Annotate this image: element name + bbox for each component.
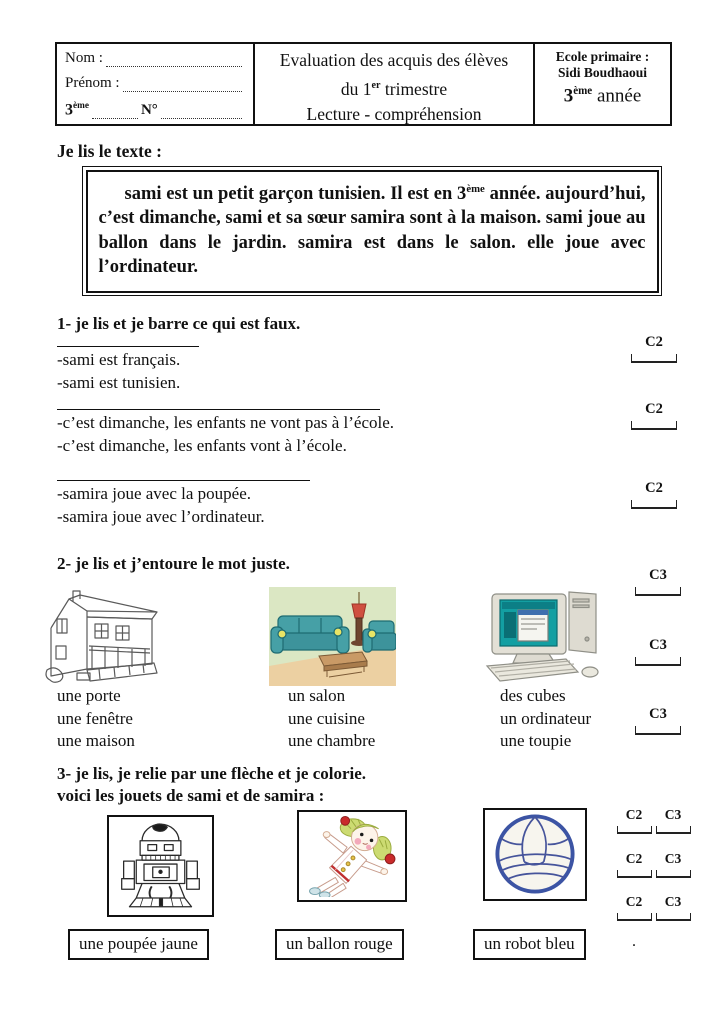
exercise1-sentence: -sami est français. bbox=[57, 350, 181, 369]
competence-badge-c3: C3 bbox=[651, 894, 695, 921]
header-student-cell bbox=[57, 44, 253, 124]
school-line-1: Ecole primaire : bbox=[555, 49, 650, 64]
number-dotted-line bbox=[161, 115, 242, 119]
badge-bracket bbox=[617, 913, 652, 921]
exercise1-sentence: -samira joue avec la poupée. bbox=[57, 484, 251, 503]
firstname-dotted-line bbox=[123, 88, 242, 92]
robot-drawing bbox=[107, 815, 214, 917]
competence-badge-c2: C2 bbox=[612, 851, 656, 878]
header-title-cell bbox=[253, 44, 533, 124]
ball-drawing bbox=[483, 808, 587, 901]
exercise1-sentence: -samira joue avec l’ordinateur. bbox=[57, 507, 265, 526]
competence-badge-c3: C3 bbox=[651, 851, 695, 878]
robot-icon bbox=[112, 820, 209, 912]
living-room-icon bbox=[269, 587, 396, 686]
competence-badge-c3: C3 bbox=[651, 807, 695, 834]
word-option: une porte bbox=[57, 686, 121, 705]
computer-drawing bbox=[475, 587, 618, 688]
competence-badge-c3: C3 bbox=[632, 638, 684, 666]
doll-drawing bbox=[297, 810, 407, 902]
reading-text-box bbox=[82, 166, 662, 296]
computer-icon bbox=[475, 587, 618, 683]
word-option: une fenêtre bbox=[57, 708, 133, 728]
word-list-room bbox=[288, 685, 375, 753]
word-option: des cubes bbox=[500, 686, 566, 705]
exercise1-rule-1 bbox=[57, 346, 199, 347]
word-list-computer bbox=[500, 685, 591, 753]
title-line-1: Evaluation des acquis des élèves bbox=[279, 50, 509, 70]
exercise1-title: 1- je lis et je barre ce qui est faux. bbox=[57, 314, 301, 333]
grade-dotted-line bbox=[92, 115, 138, 119]
exercise3-title-line1: 3- je lis, je relie par une flèche et je colorie. bbox=[57, 764, 367, 783]
exercise1-rule-2 bbox=[57, 409, 380, 410]
exercise3-title-line2: voici les jouets de sami et de samira : bbox=[57, 786, 325, 805]
number-label: N° bbox=[140, 101, 158, 118]
title-line-2: du 1er trimestre bbox=[340, 78, 448, 99]
toy-label-red-ball: un ballon rouge bbox=[275, 929, 404, 960]
school-grade: 3ème année bbox=[563, 85, 642, 107]
badge-bracket bbox=[656, 870, 691, 878]
word-option: un salon bbox=[288, 686, 346, 705]
name-field bbox=[65, 50, 245, 67]
badge-bracket bbox=[656, 913, 691, 921]
exercise1-sentence: -c’est dimanche, les enfants ne vont pas à l’école. bbox=[57, 413, 395, 432]
word-option: une maison bbox=[57, 731, 135, 750]
header-school-cell bbox=[533, 44, 670, 124]
badge-bracket bbox=[635, 657, 681, 666]
word-list-house bbox=[57, 685, 135, 753]
house-icon bbox=[44, 586, 162, 690]
grade-label: 3ème bbox=[65, 100, 89, 118]
badge-bracket bbox=[635, 726, 681, 735]
badge-bracket bbox=[656, 826, 691, 834]
name-dotted-line bbox=[106, 63, 242, 67]
word-option: une chambre bbox=[288, 731, 376, 750]
firstname-label: Prénom : bbox=[65, 75, 120, 92]
ball-icon bbox=[488, 813, 582, 896]
school-line-2: Sidi Boudhaoui bbox=[558, 65, 647, 80]
firstname-field bbox=[65, 75, 245, 92]
reading-text-inner bbox=[86, 170, 659, 293]
word-option: une cuisine bbox=[288, 708, 365, 728]
house-drawing bbox=[44, 586, 162, 695]
competence-badge-c2: C2 bbox=[612, 894, 656, 921]
badge-bracket bbox=[635, 587, 681, 596]
word-option: une toupie bbox=[500, 731, 572, 750]
badge-bracket bbox=[631, 421, 677, 430]
intro-label: Je lis le texte : bbox=[57, 141, 162, 161]
toy-label-yellow-doll: une poupée jaune bbox=[68, 929, 209, 960]
badge-bracket bbox=[631, 354, 677, 363]
exercise1-sentence: -c’est dimanche, les enfants vont à l’école. bbox=[57, 436, 347, 455]
stray-dot: . bbox=[632, 933, 636, 950]
title-line-3: Lecture - compréhension bbox=[306, 103, 482, 124]
badge-bracket bbox=[631, 500, 677, 509]
competence-badge-c2: C2 bbox=[628, 402, 680, 430]
exercise1-sentence: -sami est tunisien. bbox=[57, 373, 181, 392]
name-label: Nom : bbox=[65, 50, 103, 66]
grade-number-field bbox=[65, 101, 245, 119]
competence-badge-c2: C2 bbox=[612, 807, 656, 834]
badge-bracket bbox=[617, 870, 652, 878]
exercise2-title: 2- je lis et j’entoure le mot juste. bbox=[57, 554, 290, 573]
competence-badge-c3: C3 bbox=[632, 568, 684, 596]
word-option: un ordinateur bbox=[500, 708, 592, 728]
doll-icon bbox=[302, 815, 402, 897]
exercise1-rule-3 bbox=[57, 480, 310, 481]
competence-badge-c3: C3 bbox=[632, 707, 684, 735]
badge-bracket bbox=[617, 826, 652, 834]
competence-badge-c2: C2 bbox=[628, 481, 680, 509]
competence-badge-c2: C2 bbox=[628, 335, 680, 363]
reading-text: sami est un petit garçon tunisien. Il est en 3ème année. aujourd’hui, c’est dimanche, sami et sa sœur samira sont à la maison. sami joue au ballon dans le jardin. samira est dans le salon. elle joue avec l’ordinateur. bbox=[98, 182, 646, 278]
living-room-drawing bbox=[269, 587, 396, 691]
toy-label-blue-robot: un robot bleu bbox=[473, 929, 586, 960]
header-table bbox=[55, 42, 672, 126]
